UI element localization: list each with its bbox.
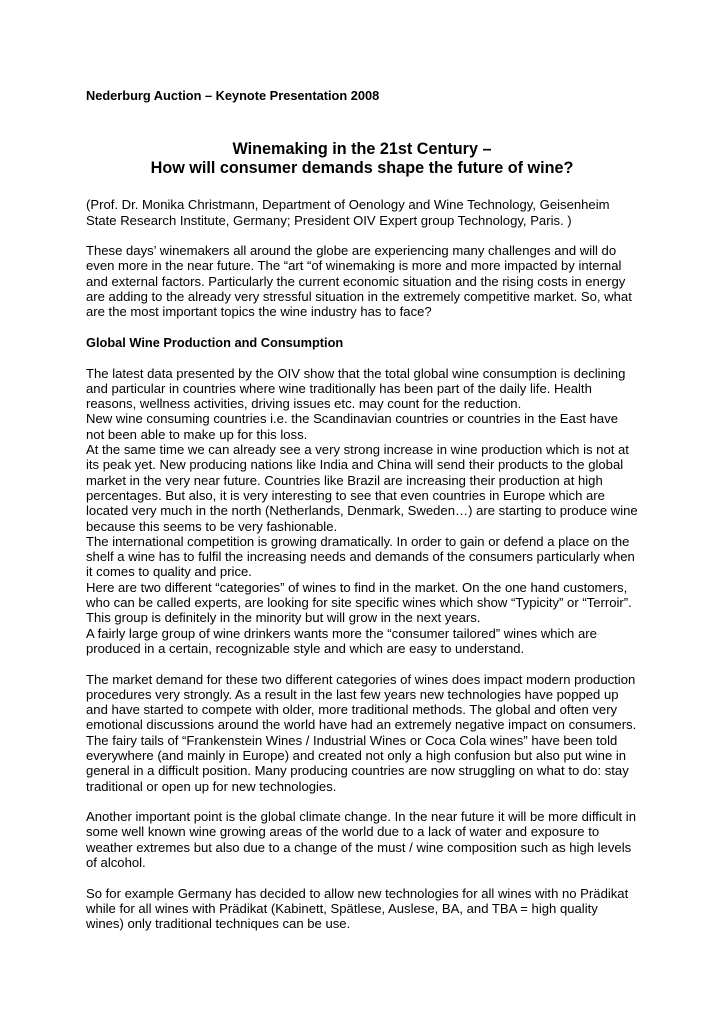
intro-paragraph: These days’ winemakers all around the globe are experiencing many challenges and will do even more in the near future. The “art “of winemaking is more and more impacted by internal and external factors. Particularly the current economic situation and the rising costs in energy are adding to the already very stressful situation in the extremely competitive market. So, what are the most important topics the wine industry has to face? [86,243,632,320]
section-paragraph: At the same time we can already see a very strong increase in wine production which is not at its peak yet. New producing nations like India and China will send their products to the global market in the very near future. Countries like Brazil are increasing their production at high percentages. But also, it is very interesting to see that even countries in Europe which are located very much in the north (Netherlands, Denmark, Sweden…) are starting to produce wine because this seems to be very fashionable. [86,442,638,534]
section-paragraph: Here are two different “categories” of wines to find in the market. On the one hand customers, who can be called experts, are looking for site specific wines which show “Typicity” or “Terroir”. This group is definitely in the minority but will grow in the next years. [86,579,632,626]
document-page [86,88,638,932]
author-affiliation: (Prof. Dr. Monika Christmann, Department of Oenology and Wine Technology, Geisenheim State Research Institute, Germany; President OIV Expert group Technology, Paris. ) [86,197,610,228]
title-line-2: How will consumer demands shape the future of wine? [150,159,574,178]
section-heading: Global Wine Production and Consumption [86,334,344,350]
market-paragraph: The market demand for these two different categories of wines does impact modern production procedures very strongly. As a result in the last few years new technologies have popped up and have started to compete with older, more traditional methods. The global and often very emotional discussions around the world have had an extremely negative impact on consumers. The fairy tails of “Frankenstein Wines / Industrial Wines or Coca Cola wines” have been told everywhere (and mainly in Europe) and created not only a high confusion but also put wine in general in a difficult position. Many producing countries are now struggling on what to do: stay traditional or open up for new technologies. [86,671,637,794]
event-header: Nederburg Auction – Keynote Presentation 2008 [86,88,380,103]
section-paragraph: New wine consuming countries i.e. the Scandinavian countries or countries in the East have not been able to make up for this loss. [86,411,619,442]
climate-paragraph: Another important point is the global climate change. In the near future it will be more difficult in some well known wine growing areas of the world due to a lack of water and exposure to weather extremes but also due to a change of the must / wine composition such as high levels of alcohol. [86,809,636,871]
title-line-1: Winemaking in the 21st Century – [232,140,492,159]
document-title [86,140,638,178]
germany-paragraph: So for example Germany has decided to allow new technologies for all wines with no Prädikat while for all wines with Prädikat (Kabinett, Spätlese, Auslese, BA, and TBA = high quality wines) only traditional techniques can be use. [86,885,629,932]
section-paragraph: A fairly large group of wine drinkers wants more the “consumer tailored” wines which are produced in a certain, recognizable style and which are easy to understand. [86,625,597,656]
section-paragraph: The latest data presented by the OIV show that the total global wine consumption is declining and particular in countries where wine traditionally has been part of the daily life. Health reasons, wellness activities, driving issues etc. may count for the reduction. [86,365,626,412]
section-paragraph: The international competition is growing dramatically. In order to gain or defend a place on the shelf a wine has to fulfil the increasing needs and demands of the consumers particularly when it comes to quality and price. [86,533,635,580]
